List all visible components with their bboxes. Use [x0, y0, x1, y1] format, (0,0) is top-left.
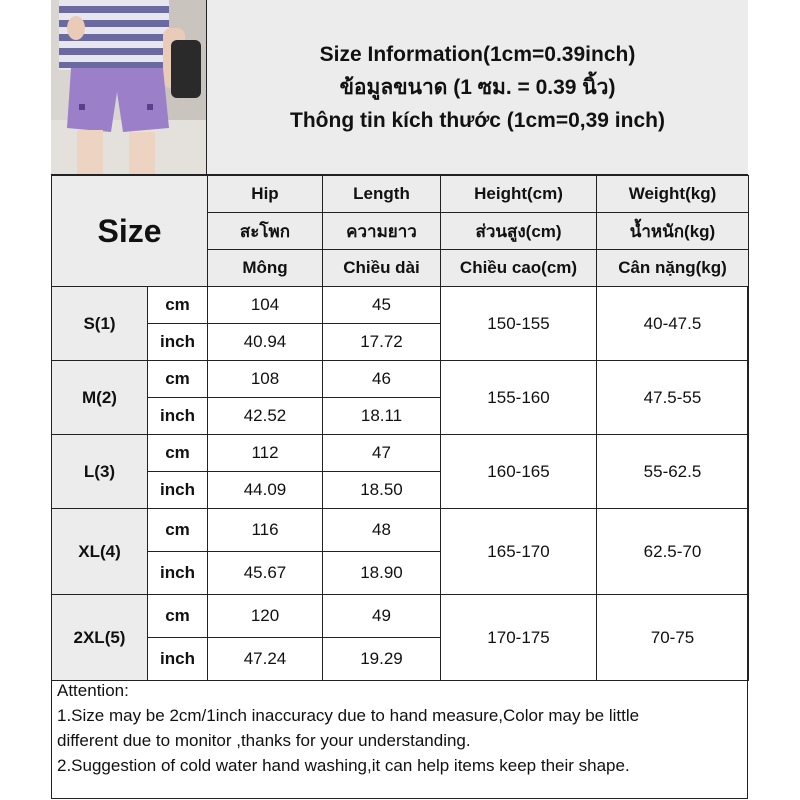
length-value: 18.11 — [323, 398, 441, 435]
table-row — [52, 435, 749, 472]
hip-value: 112 — [208, 435, 323, 472]
product-photo — [51, 0, 207, 175]
unit-label: inch — [148, 472, 208, 509]
height-range: 155-160 — [441, 361, 597, 435]
height-header: Height(cm) — [441, 176, 597, 213]
weight-header-thai: น้ำหนัก(kg) — [597, 213, 749, 250]
length-value: 18.50 — [323, 472, 441, 509]
weight-header: Weight(kg) — [597, 176, 749, 213]
length-header-vietnamese: Chiều dài — [323, 250, 441, 287]
length-value: 19.29 — [323, 638, 441, 681]
table-row — [52, 509, 749, 552]
size-label: M(2) — [52, 361, 148, 435]
weight-range: 62.5-70 — [597, 509, 749, 595]
height-range: 165-170 — [441, 509, 597, 595]
length-value: 18.90 — [323, 552, 441, 595]
length-value: 49 — [323, 595, 441, 638]
height-header-vietnamese: Chiều cao(cm) — [441, 250, 597, 287]
hip-value: 44.09 — [208, 472, 323, 509]
height-header-thai: ส่วนสูง(cm) — [441, 213, 597, 250]
size-column-header: Size — [52, 176, 208, 287]
unit-label: inch — [148, 398, 208, 435]
attention-notes — [51, 676, 748, 799]
height-range: 170-175 — [441, 595, 597, 681]
hip-header: Hip — [208, 176, 323, 213]
note-line-2: different due to monitor ,thanks for your understanding. — [57, 731, 471, 750]
unit-label: cm — [148, 287, 208, 324]
table-row — [52, 361, 749, 398]
weight-range: 55-62.5 — [597, 435, 749, 509]
size-info-vietnamese: Thông tin kích thước (1cm=0,39 inch) — [290, 108, 665, 132]
length-value: 17.72 — [323, 324, 441, 361]
hip-value: 40.94 — [208, 324, 323, 361]
length-value: 46 — [323, 361, 441, 398]
unit-label: inch — [148, 638, 208, 681]
size-info-thai: ข้อมูลขนาด (1 ซม. = 0.39 นิ้ว) — [339, 75, 616, 99]
unit-label: cm — [148, 509, 208, 552]
size-information-header — [207, 0, 748, 175]
weight-header-vietnamese: Cân nặng(kg) — [597, 250, 749, 287]
size-label: XL(4) — [52, 509, 148, 595]
note-line-1: 1.Size may be 2cm/1inch inaccuracy due to hand measure,Color may be little — [57, 706, 640, 725]
height-range: 160-165 — [441, 435, 597, 509]
note-line-3: 2.Suggestion of cold water hand washing,it can help items keep their shape. — [57, 756, 630, 775]
hip-header-vietnamese: Mông — [208, 250, 323, 287]
hip-value: 45.67 — [208, 552, 323, 595]
table-row — [52, 595, 749, 638]
length-value: 45 — [323, 287, 441, 324]
hip-value: 42.52 — [208, 398, 323, 435]
hip-value: 120 — [208, 595, 323, 638]
length-header: Length — [323, 176, 441, 213]
hip-value: 104 — [208, 287, 323, 324]
model-wearing-shorts-image — [51, 0, 207, 175]
unit-label: inch — [148, 552, 208, 595]
height-range: 150-155 — [441, 287, 597, 361]
table-row — [52, 287, 749, 324]
hip-header-thai: สะโพก — [208, 213, 323, 250]
weight-range: 70-75 — [597, 595, 749, 681]
header-row-english — [52, 176, 749, 213]
unit-label: cm — [148, 435, 208, 472]
unit-label: cm — [148, 361, 208, 398]
size-label: L(3) — [52, 435, 148, 509]
unit-label: inch — [148, 324, 208, 361]
size-label: S(1) — [52, 287, 148, 361]
unit-label: cm — [148, 595, 208, 638]
size-table — [51, 175, 749, 681]
size-info-english: Size Information(1cm=0.39inch) — [319, 42, 636, 66]
length-value: 48 — [323, 509, 441, 552]
hip-value: 116 — [208, 509, 323, 552]
weight-range: 40-47.5 — [597, 287, 749, 361]
length-header-thai: ความยาว — [323, 213, 441, 250]
notes-title: Attention: — [57, 681, 129, 700]
hip-value: 108 — [208, 361, 323, 398]
size-label: 2XL(5) — [52, 595, 148, 681]
weight-range: 47.5-55 — [597, 361, 749, 435]
length-value: 47 — [323, 435, 441, 472]
hip-value: 47.24 — [208, 638, 323, 681]
